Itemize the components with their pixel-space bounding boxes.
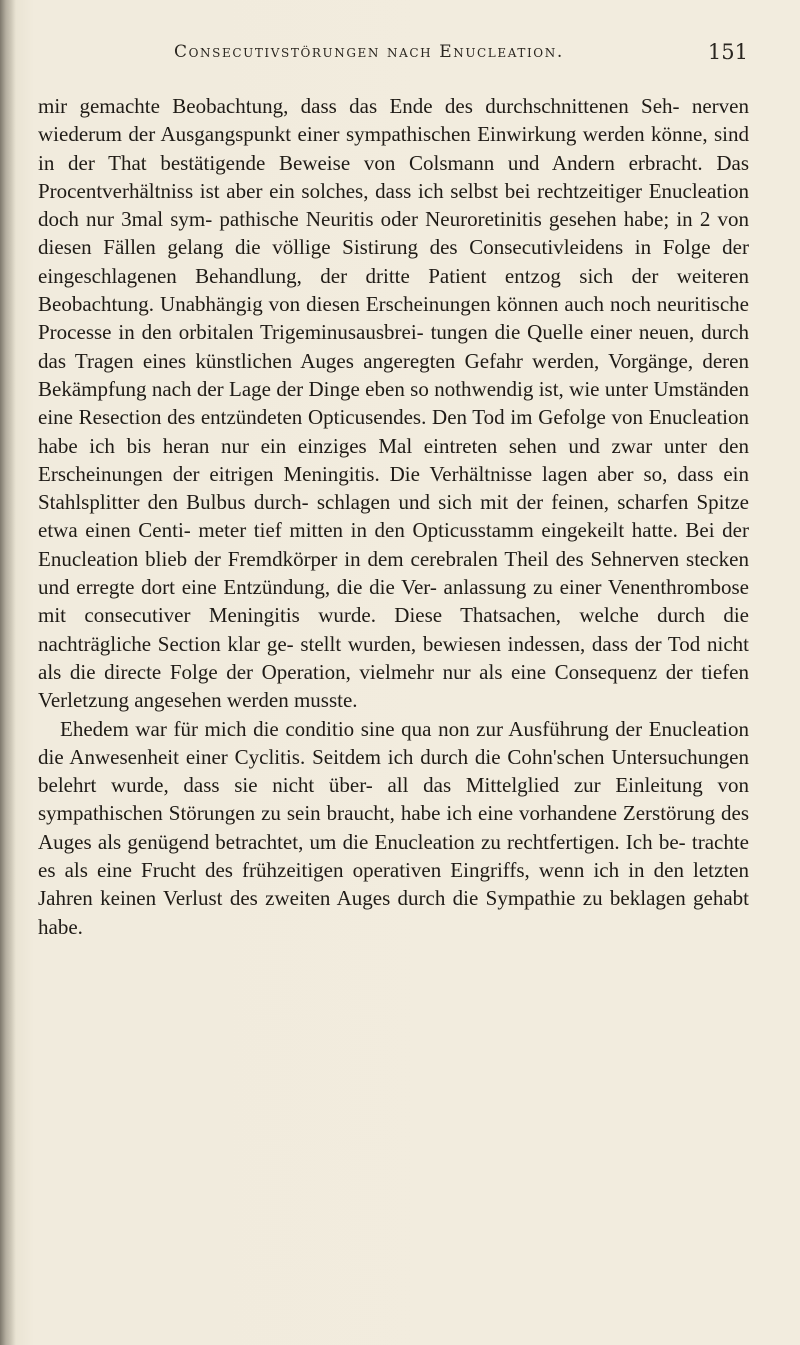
- body-text: [38, 92, 749, 941]
- paragraph-2: Ehedem war für mich die conditio sine qua non zur Ausführung der Enucleation die Anwesenheit einer Cyclitis. Seitdem ich durch die Cohn'schen Untersuchungen belehrt wurde, dass sie nicht über- all das Mittelglied zur Einleitung von sympathischen Störungen zu sein braucht, habe ich eine vorhandene Zerstörung des Auges als genügend betrachtet, um die Enucleation zu rechtfertigen. Ich be- trachte es als eine Frucht des frühzeitigen operativen Eingriffs, wenn ich in den letzten Jahren keinen Verlust des zweiten Auges durch die Sympathie zu beklagen gehabt habe.: [38, 716, 749, 939]
- paragraph-1: mir gemachte Beobachtung, dass das Ende des durchschnittenen Seh- nerven wiederum der Ausgangspunkt einer sympathischen Einwirkung werden könne, sind in der That bestätigende Beweise von Colsmann und Andern erbracht. Das Procentverhältniss ist aber ein solches, dass ich selbst bei rechtzeitiger Enucleation doch nur 3mal sym- pathische Neuritis oder Neuroretinitis gesehen habe; in 2 von diesen Fällen gelang die völlige Sistirung des Consecutivleidens in Folge der eingeschlagenen Behandlung, der dritte Patient entzog sich der weiteren Beobachtung. Unabhängig von diesen Erscheinungen können auch noch neuritische Processe in den orbitalen Trigeminusausbrei- tungen die Quelle einer neuen, durch das Tragen eines künstlichen Auges angeregten Gefahr werden, Vorgänge, deren Bekämpfung nach der Lage der Dinge eben so nothwendig ist, wie unter Umständen eine Resection des entzündeten Opticusendes. Den Tod im Gefolge von Enucleation habe ich bis heran nur ein einziges Mal eintreten sehen und zwar unter den Erscheinungen der eitrigen Meningitis. Die Verhältnisse lagen aber so, dass ein Stahlsplitter den Bulbus durch- schlagen und sich mit der feinen, scharfen Spitze etwa einen Centi- meter tief mitten in den Opticusstamm eingekeilt hatte. Bei der Enucleation blieb der Fremdkörper in dem cerebralen Theil des Sehnerven stecken und erregte dort eine Entzündung, die die Ver- anlassung zu einer Venenthrombose mit consecutiver Meningitis wurde. Diese Thatsachen, welche durch die nachträgliche Section klar ge- stellt wurden, bewiesen indessen, dass der Tod nicht als die directe Folge der Operation, vielmehr nur als eine Consequenz der tiefen Verletzung angesehen werden musste.: [38, 94, 749, 713]
- binding-shadow: [0, 0, 16, 1345]
- running-title: Consecutivstörungen nach Enucleation.: [174, 42, 564, 62]
- page-number: 151: [707, 40, 748, 64]
